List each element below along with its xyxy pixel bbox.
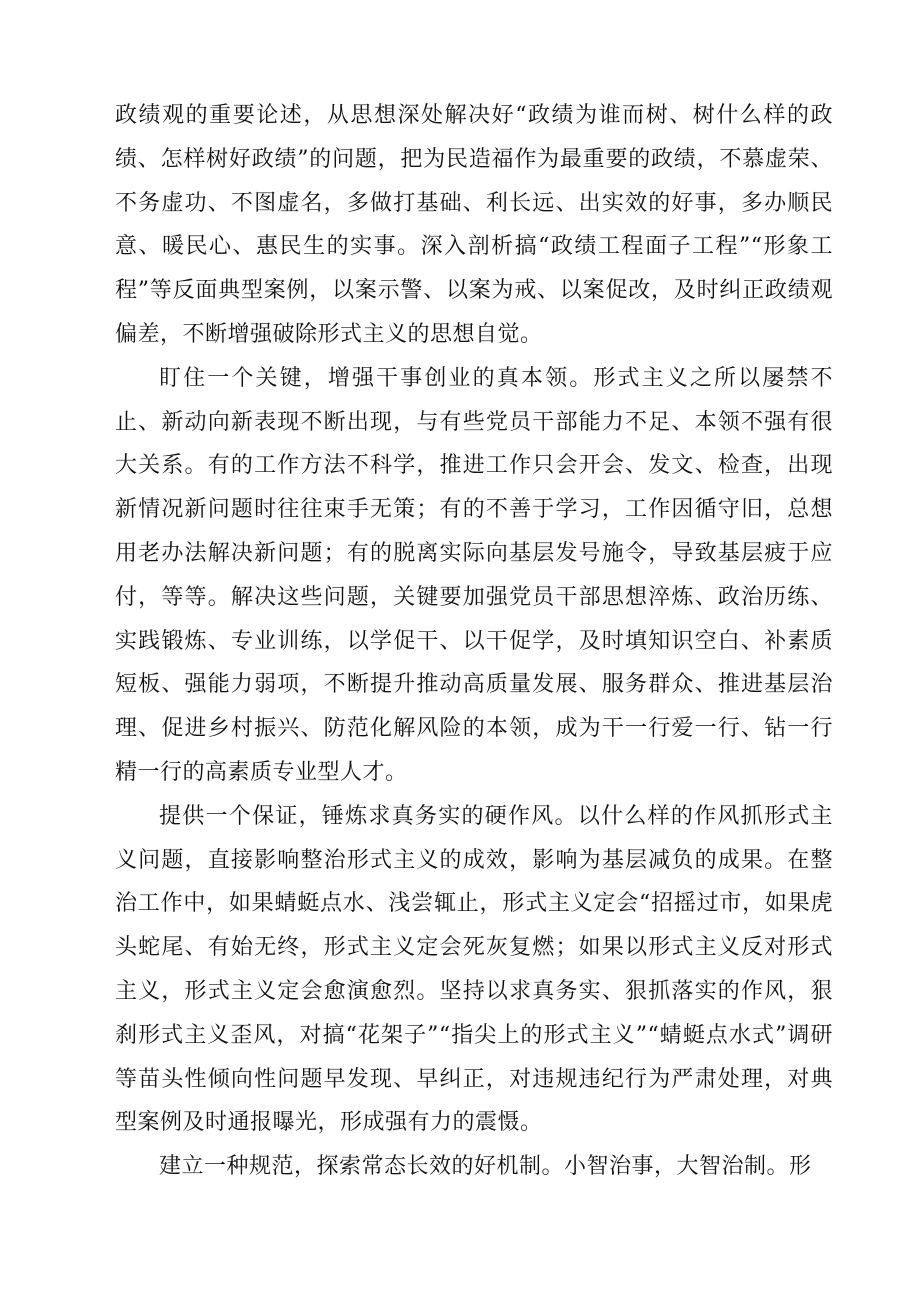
document-body: [115, 94, 833, 1189]
paragraph-key-capability: 盯住一个关键，增强干事创业的真本领。形式主义之所以屡禁不止、新动向新表现不断出现，与有些党员干部能力不足、本领不强有很大关系。有的工作方法不科学，推进工作只会开会、发文、检查，出现新情况新问题时往往束手无策；有的不善于学习，工作因循守旧，总想用老办法解决新问题；有的脱离实际向基层发号施令，导致基层疲于应付，等等。解决这些问题，关键要加强党员干部思想淬炼、政治历练、实践锻炼、专业训练，以学促干、以干促学，及时填知识空白、补素质短板、强能力弱项，不断提升推动高质量发展、服务群众、推进基层治理、促进乡村振兴、防范化解风险的本领，成为干一行爱一行、钻一行精一行的高素质专业型人才。: [115, 365, 833, 785]
paragraph-work-style: 提供一个保证，锤炼求真务实的硬作风。以什么样的作风抓形式主义问题，直接影响整治形式主义的成效，影响为基层减负的成果。在整治工作中，如果蜻蜓点水、浅尝辄止，形式主义定会“招摇过市，如果虎头蛇尾、有始无终，形式主义定会死灰复燃；如果以形式主义反对形式主义，形式主义定会愈演愈烈。坚持以求真务实、狠抓落实的作风，狠刹形式主义歪风，对搞“花架子”“指尖上的形式主义”“蜻蜓点水式”调研等苗头性倾向性问题早发现、早纠正，对违规违纪行为严肃处理，对典型案例及时通报曝光，形成强有力的震慑。: [115, 803, 833, 1136]
paragraph-continuation: 政绩观的重要论述，从思想深处解决好“政绩为谁而树、树什么样的政绩、怎样树好政绩”的问题，把为民造福作为最重要的政绩，不慕虚荣、不务虚功、不图虚名，多做打基础、利长远、出实效的好事，多办顺民意、暖民心、惠民生的实事。深入剖析搞“政绩工程面子工程”“形象工程”等反面典型案例，以案示警、以案为戒、以案促改，及时纠正政绩观偏差，不断增强破除形式主义的思想自觉。: [115, 103, 833, 347]
paragraph-mechanism: 建立一种规范，探索常态长效的好机制。小智治事，大智治制。形: [159, 1154, 812, 1180]
